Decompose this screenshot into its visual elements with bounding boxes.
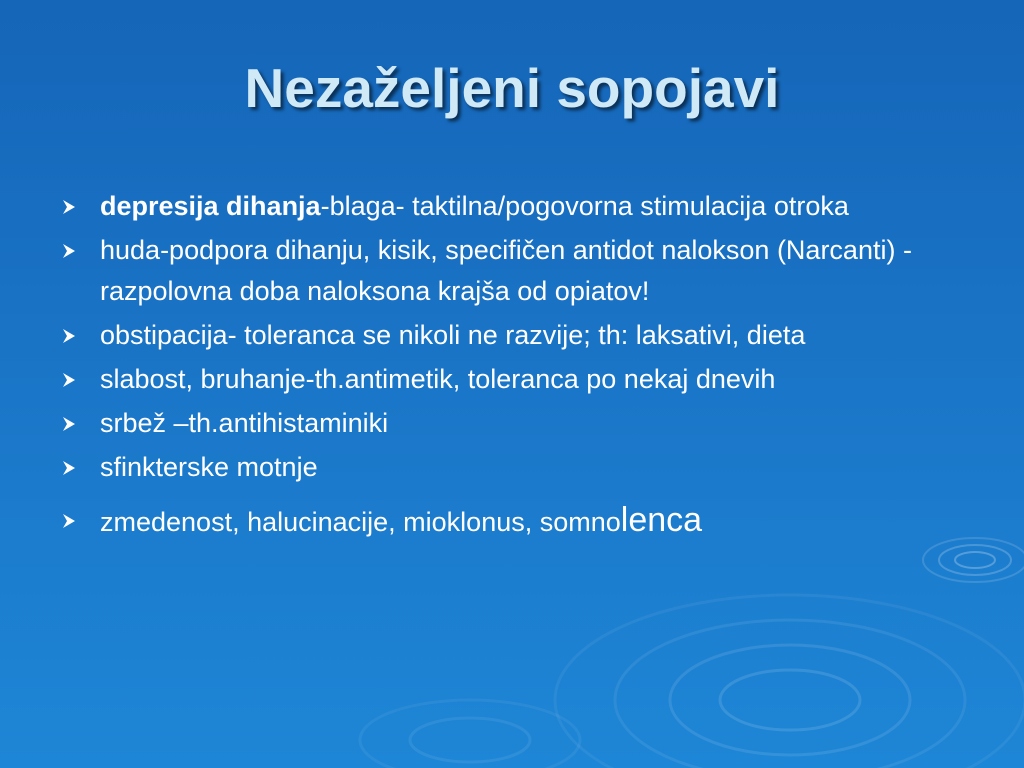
bullet-list (60, 186, 970, 546)
bullet-bold-text: depresija dihanja (100, 191, 321, 221)
bullet-item (60, 447, 970, 488)
bullet-text: huda-podpora dihanju, kisik, specifičen antidot nalokson (Narcanti) - razpolovna doba naloksona krajša od opiatov! (100, 235, 912, 306)
arrow-bullet-icon (62, 513, 76, 529)
bullet-text: slabost, bruhanje-th.antimetik, toleranca po nekaj dnevih (100, 364, 776, 394)
slide-title: Nezaželjeni sopojavi (244, 57, 780, 119)
bullet-item (60, 500, 970, 543)
bullet-text: srbež –th.antihistaminiki (100, 408, 389, 438)
bullet-item (60, 403, 970, 444)
bullet-text: obstipacija- toleranca se nikoli ne razvije; th: laksativi, dieta (100, 320, 806, 350)
arrow-bullet-icon (62, 243, 76, 259)
bullet-text: zmedenost, halucinacije, mioklonus, somno (100, 507, 621, 537)
bullet-item (60, 186, 970, 227)
bullet-text: sfinkterske motnje (100, 452, 318, 482)
bullet-item (60, 230, 970, 312)
arrow-bullet-icon (62, 328, 76, 344)
arrow-bullet-icon (62, 372, 76, 388)
bullet-text: -blaga- taktilna/pogovorna stimulacija otroka (320, 191, 849, 221)
bullet-item (60, 315, 970, 356)
bullet-item (60, 359, 970, 400)
arrow-bullet-icon (62, 416, 76, 432)
arrow-bullet-icon (62, 199, 76, 215)
bullet-large-text: lenca (620, 501, 703, 539)
arrow-bullet-icon (62, 460, 76, 476)
